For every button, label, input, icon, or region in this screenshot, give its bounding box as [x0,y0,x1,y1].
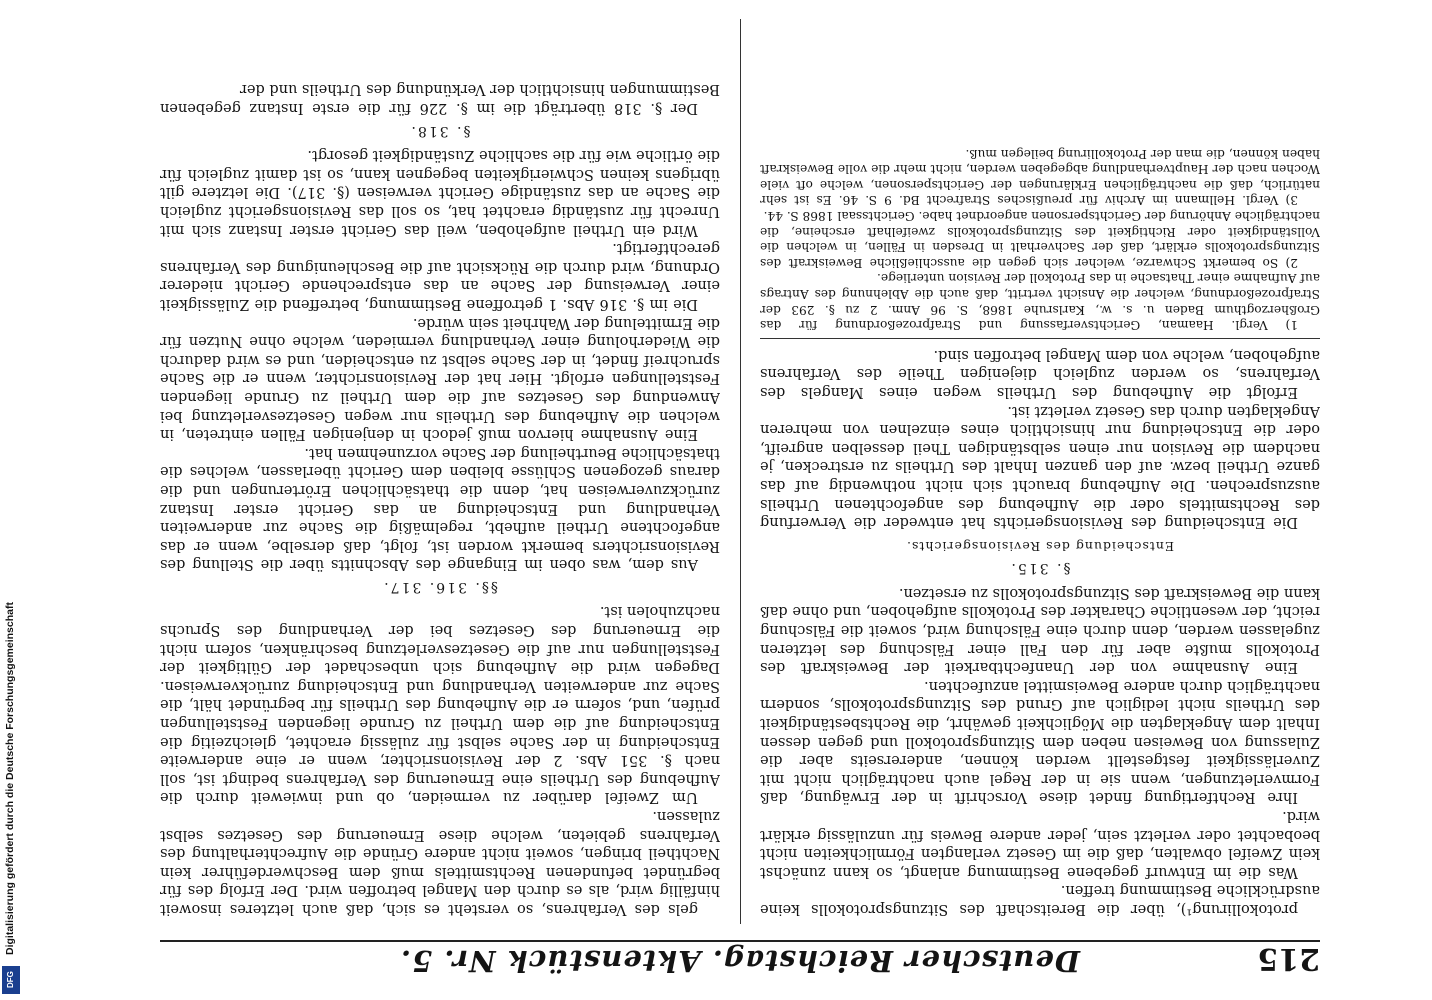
section-subtitle-315: Entscheidung des Revisionsgerichts. [905,538,1175,554]
section-heading-318: §. 318. [409,122,471,139]
left-paragraph: Ihre Rechtfertigung findet diese Vorschrift in der Erwägung, daß Formverletzungen, wenn sie in der Regel auch nachträglich nicht mit Zuverlässigkeit festgestellt werden können, andererseits aber die Zulassung von Beweisen neben dem Sitzungsprotokoll und gegen dessen Inhalt dem Angeklagten die Möglichkeit gewährt, die Rechtsbeständigkeit des Urtheils nicht lediglich auf Grund des Sitzungsprotokolls, sondern nachträglich durch andere Beweismittel anzufechten. [760,677,1320,806]
left-paragraph: Eine Ausnahme von der Unanfechtbarkeit der Beweiskraft des Protokolls mußte aber für den Fall einer Fälschung des letzteren zugelassen werden, denn durch eine Fälschung wird, soweit die Fälschung reicht, der wesentliche Charakter des Protokolls aufgehoben, und ohne daß kann die Beweiskraft des Sitzungsprotokolls zu ersetzen. [760,584,1320,676]
footnote: 1) Vergl. Haaman, Gerichtsverfassung und Strafprozeßordnung für das Großherzogthum Baden u. s. w., Karlsruhe 1868, S. 96 Anm. 2 zu §. 293 der Strafprozeßordnung, welcher die Ansicht vertritt, daß auch die Ablehnung des Antrags auf Aufnahme einer Thatsache in das Protokoll der Revision unterliege. [760,271,1320,333]
section-paragraph: Erfolgt die Aufhebung des Urtheils wegen eines Mangels des Verfahrens, so werden zugleich diejenigen Theile des Verfahrens aufgehoben, welche von dem Mangel betroffen sind. [760,346,1320,400]
section-paragraph: Aus dem, was oben im Eingange des Abschnitts über die Stellung des Revisionsrichters bemerkt worden ist, folgt, daß derselbe, wenn er das angefochtene Urtheil aufhebt, regelmäßig die Sache zur anderweiten Verhandlung und Entscheidung an das Gericht erster Instanz zurückzuverweisen hat, denn die thatsächlichen Erörterungen und die daraus gezogenen Schlüsse bleiben dem Gericht überlassen, welches die thatsächliche Beurtheilung der Sache vorzunehmen hat. [160,444,720,573]
column-divider [740,19,741,924]
left-column [760,18,1320,918]
dfg-funding-note: Digitalisierung gefördert durch die Deutsche Forschungsgemeinschaft [4,602,16,955]
right-paragraph: Um Zweifel darüber zu vermeiden, ob und inwieweit durch die Aufhebung des Urtheils eine Erneuerung des Verfahrens bedingt ist, soll nach §. 351 Abs. 2 der Revisionsrichter, wenn er eine anderweite Entscheidung in der Sache selbst für zulässig erachtet, gleichzeitig die Entscheidung auf die dem Urtheil zu Grunde liegenden Feststellungen prüfen, und, sofern er die Aufhebung des Urtheils für begründet hält, die Sache zur anderweiten Verhandlung und Entscheidung zurückverweisen. Dagegen wird die Aufhebung sich unbeschadet der Gültigkeit der Feststellungen nur auf die Gesetzesverletzung beschränken, sofern nicht die Erneuerung des Gesetzes bei der Verhandlung des Spruchs nachzuholen ist. [160,603,720,806]
running-title: Deutscher Reichstag. Aktenstück Nr. 5. [399,944,1081,978]
page-header [160,940,1320,982]
section-heading-315: §. 315. [1009,560,1071,577]
section-paragraph: Wird ein Urtheil aufgehoben, weil das Gericht erster Instanz sich mit Unrecht für zuständig erachtet hat, so soll das Revisionsgericht zugleich die Sache an das zuständige Gericht verweisen (§. 317). Die letztere gilt übrigens keinen Schwierigkeiten begegnen kann, so ist damit zugleich für die örtliche wie für die sachliche Zuständigkeit gesorgt. [160,147,720,238]
footnote-rule [760,338,1320,339]
rotated-document-page [100,0,1390,1000]
footnotes [760,145,1320,332]
left-paragraph: protokollirung¹), über die Bereitschaft des Sitzungsprotokolls keine ausdrückliche Bestimmung treffen. [760,882,1320,917]
right-column [160,18,720,918]
right-paragraph: gels des Verfahrens, so versteht es sich, daß auch letzteres insoweit hinfällig wird, als es durch den Mangel betroffen wird. Der Erfolg des für begründet befundenen Rechtsmittels muß dem Beschwerdeführer kein Nachtheil bringen, soweit nicht andere Gründe die Aufrechterhaltung des Verfahrens gebieten, welche diese Erneuerung des Gesetzes selbst zulassen. [160,808,720,917]
section-paragraph: Die Entscheidung des Revisionsgerichts hat entweder die Verwerfung des Rechtsmittels oder die Aufhebung des angefochtenen Urtheils auszusprechen. Die Aufhebung braucht sich nicht nothwendig auf das ganze Urtheil bezw. auf den ganzen Inhalt des Urtheils zu erstrecken, je nachdem die Revision nur einen selbständigen Theil desselben angreift, oder die Entscheidung nur hinsichtlich eines einzelnen von mehreren Angeklagten durch das Gesetz verletzt ist. [760,402,1320,531]
section-paragraph: Die im §. 316 Abs. 1 getroffene Bestimmung, betreffend die Zulässigkeit einer Verweisung der Sache an das entsprechende Gericht niederer Ordnung, wird durch die Rücksicht auf die Beschleunigung des Verfahrens gerechtfertigt. [160,240,720,312]
section-heading-316-317: §§. 316. 317. [382,578,498,595]
footnote: 2) So bemerkt Schwarze, welcher sich gegen die ausschließliche Beweiskraft des Sitzungsprotokolls erklärt, daß der Sachverhalt in Dresden in Fällen, in welchen die Vollständigkeit oder Richtigkeit des Sitzungsprotokolls zweifelhaft erscheine, die nachträgliche Anhörung der Gerichtspersonen angeordnet habe. Gerichtssaal 1868 S. 44. [760,209,1320,270]
section-paragraph: Eine Ausnahme hiervon muß jedoch in denjenigen Fällen eintreten, in welchen die Aufhebung des Urtheils nur wegen Gesetzesverletzung bei Anwendung des Gesetzes auf die dem Urtheil zu Grunde liegenden Feststellungen erfolgt. Hier hat der Revisionsrichter, wenn er die Sache spruchreif findet, in der Sache selbst zu entscheiden, und es wird dadurch die Wiederholung einer Verhandlung vermieden, welche ohne Nutzen für die Ermittelung der Wahrheit sein würde. [160,314,720,443]
left-paragraph: Was die im Entwurf gegebene Bestimmung anlangt, so kann zunächst kein Zweifel obwalten, daß die im Gesetz verlangten Förmlichkeiten nicht beobachtet oder verletzt sein, jeder andere Beweis für unzulässig erklärt wird. [760,808,1320,880]
section-paragraph: Der §. 318 überträgt die im §. 226 für die erste Instanz gegebenen Bestimmungen hinsichtlich der Verkündung des Urtheils und der [160,81,720,117]
page-number: 215 [1257,941,1320,976]
dfg-logo: DFG [2,966,20,994]
footnote: 3) Vergl. Hellmann im Archiv für preußisches Strafrecht Bd. 9 S. 46. Es ist sehr natürlich, daß die nachträglichen Erklärungen der Gerichtspersonen, welche oft viele Wochen nach der Hauptverhandlung abgegeben werden, nicht mehr die volle Beweiskraft haben können, die man der Protokollirung beilegen muß. [760,146,1320,208]
dfg-funding-strip [0,0,22,1000]
